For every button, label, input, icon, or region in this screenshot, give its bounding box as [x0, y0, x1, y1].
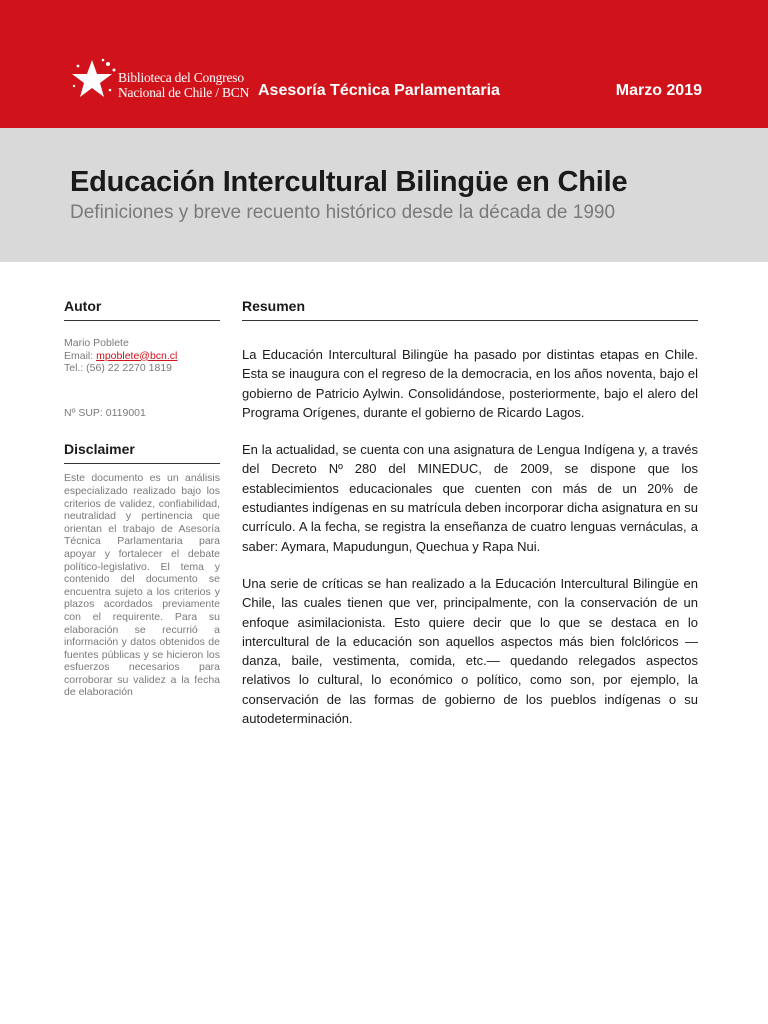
document-subtitle: Definiciones y breve recuento histórico desde la década de 1990 [70, 202, 616, 223]
summary-body [242, 345, 698, 728]
document-title: Educación Intercultural Bilingüe en Chile [70, 166, 628, 198]
star-logo-icon [70, 56, 120, 104]
sup-number: Nº SUP: 0119001 [64, 406, 146, 419]
author-email-link[interactable]: mpoblete@bcn.cl [96, 349, 178, 362]
summary-heading: Resumen [242, 298, 698, 321]
header-title: Asesoría Técnica Parlamentaria [258, 82, 500, 99]
disclaimer-heading: Disclaimer [64, 441, 220, 464]
logo-text [118, 70, 249, 100]
author-heading: Autor [64, 298, 220, 321]
logo-line-1: Biblioteca del Congreso [118, 70, 244, 85]
disclaimer-text: Este documento es un análisis especializado realizado bajo los criterios de validez, confiabilidad, neutralidad y pertinencia que orientan el trabajo de Asesoría Técnica Parlamentaria para apoyar y fortalecer el debate político-legislativo. El tema y contenido del documento se encuentra sujeto a los criterios y plazos acordados previamente con el requirente. Para su elaboración se recurrió a información y datos obtenidos de fuentes públicas y se hicieron los esfuerzos necesarios para corroborar su validez a la fecha de elaboración [64, 472, 220, 699]
logo-line-2: Nacional de Chile / BCN [118, 85, 250, 100]
author-phone: Tel.: (56) 22 2270 1819 [64, 362, 172, 375]
summary-paragraph: Una serie de críticas se han realizado a la Educación Intercultural Bilingüe en Chile, las cuales tienen que ver, principalmente, con la conservación de un enfoque asimilacionista. Esto quiere decir que lo que se destaca en lo intercultural de la educación son aquellos aspectos más bien folclóricos —danza, baile, vestimenta, comida, etc.— quedando relegados aspectos relativos lo cultural, lo económico o político, como son, por ejemplo, la conservación de las formas de gobierno de los pueblos indígenas o su autodeterminación. [242, 575, 698, 727]
summary-paragraph: La Educación Intercultural Bilingüe ha pasado por distintas etapas en Chile. Esta se inaugura con el regreso de la democracia, en los años noventa, bajo el gobierno de Patricio Aylwin. Consolidándose, posteriormente, bajo el alero del Programa Orígenes, durante el gobierno de Ricardo Lagos. [242, 347, 698, 420]
left-column [64, 298, 220, 699]
email-label: Email: [64, 349, 97, 362]
right-column [242, 298, 698, 746]
header-band [0, 0, 768, 128]
summary-paragraph: En la actualidad, se cuenta con una asignatura de Lengua Indígena y, a través del Decreto Nº 280 del MINEDUC, de 2009, se dispone que los establecimientos educacionales que cuenten con más de un 20% de estudiantes indígenas en su matrícula deben incorporar dicha asignatura en su currículo. A la fecha, se registra la enseñanza de cuatro lenguas vernáculas, a saber: Aymara, Mapudungun, Quechua y Rapa Nui. [242, 442, 698, 554]
author-name: Mario Poblete [64, 337, 129, 349]
author-email-line [64, 350, 220, 363]
header-date: Marzo 2019 [615, 82, 702, 99]
author-info [64, 337, 220, 375]
